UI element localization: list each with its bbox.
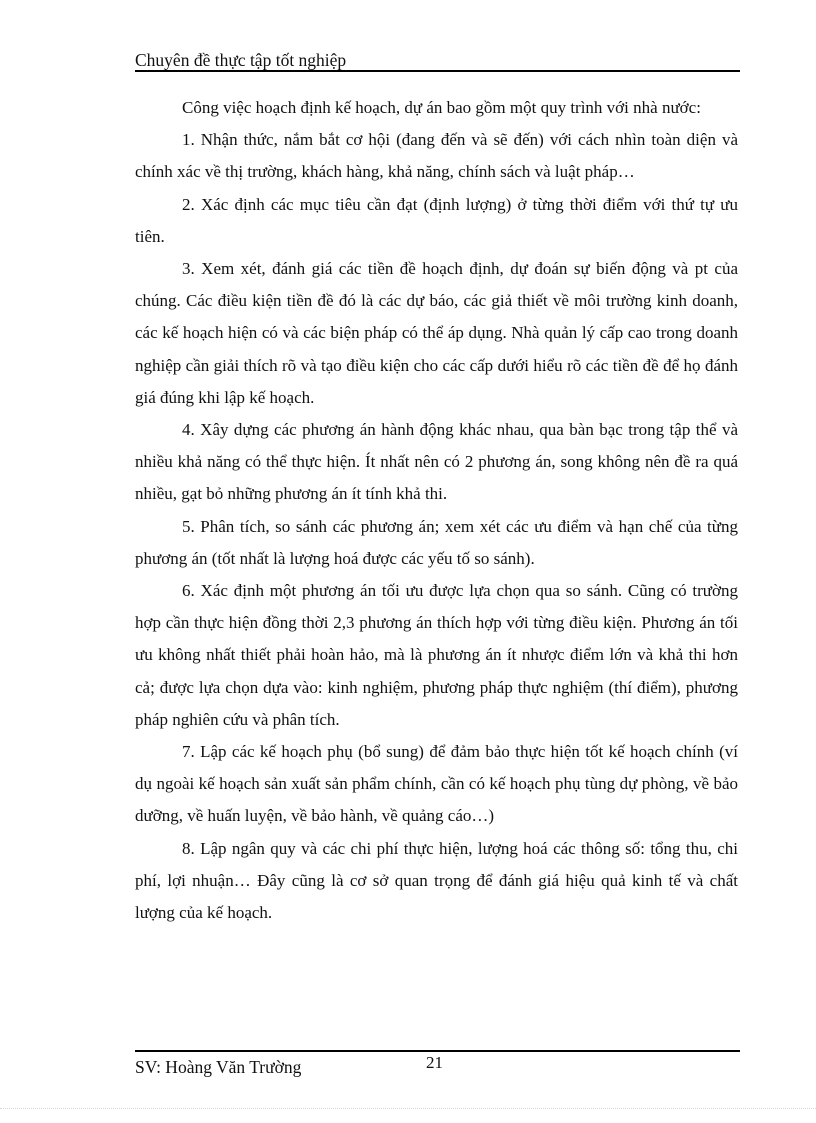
paragraph-step-7: 7. Lập các kế hoạch phụ (bổ sung) để đảm bảo thực hiện tốt kế hoạch chính (ví dụ ngoài kế hoạch sản xuất sản phẩm chính, cần có kế hoạch phụ tùng dự phòng, về bảo dưỡng, về huấn luyện, về bảo hành, về quảng cáo…) [135, 742, 738, 826]
footer-author: SV: Hoàng Văn Trường [135, 1057, 302, 1077]
page-header [135, 49, 740, 71]
body-text [135, 92, 738, 929]
header-title: Chuyên đề thực tập tốt nghiệp [135, 50, 347, 70]
paragraph-step-3: 3. Xem xét, đánh giá các tiền đề hoạch định, dự đoán sự biến động và pt của chúng. Các điều kiện tiền đề đó là các dự báo, các giả thiết về môi trường kinh doanh, các kế hoạch hiện có và các biện pháp có thể áp dụng. Nhà quản lý cấp cao trong doanh nghiệp cần giải thích rõ và tạo điều kiện cho các cấp dưới hiểu rõ các tiền đề để họ đánh giá đúng khi lập kế hoạch. [135, 259, 738, 407]
page-number: 21 [426, 1053, 443, 1072]
header-rule [135, 70, 740, 72]
paragraph-step-4: 4. Xây dựng các phương án hành động khác nhau, qua bàn bạc trong tập thể và nhiều khả năng có thể thực hiện. Ít nhất nên có 2 phương án, song không nên đề ra quá nhiều, gạt bỏ những phương án ít tính khả thi. [135, 420, 738, 504]
paragraph-step-5: 5. Phân tích, so sánh các phương án; xem xét các ưu điểm và hạn chế của từng phương án (tốt nhất là lượng hoá được các yếu tố so sánh). [135, 516, 738, 568]
paragraph-step-1: 1. Nhận thức, nắm bắt cơ hội (đang đến và sẽ đến) với cách nhìn toàn diện và chính xác về thị trường, khách hàng, khả năng, chính sách và luật pháp… [135, 130, 738, 182]
paragraph-intro: Công việc hoạch định kế hoạch, dự án bao gồm một quy trình với nhà nước: [182, 98, 701, 117]
paragraph-step-8: 8. Lập ngân quy và các chi phí thực hiện, lượng hoá các thông số: tổng thu, chi phí, lợi nhuận… Đây cũng là cơ sở quan trọng để đánh giá hiệu quả kinh tế và chất lượng của kế hoạch. [135, 838, 738, 923]
page-bottom-border [0, 1108, 816, 1109]
paragraph-step-2: 2. Xác định các mục tiêu cần đạt (định lượng) ở từng thời điểm với thứ tự ưu tiên. [135, 194, 738, 246]
paragraph-step-6: 6. Xác định một phương án tối ưu được lựa chọn qua so sánh. Cũng có trường hợp cần thực hiện đồng thời 2,3 phương án thích hợp với từng điều kiện. Phương án tối ưu không nhất thiết phải hoàn hảo, mà là phương án ít nhược điểm lớn và khả thi hơn cả; được lựa chọn dựa vào: kinh nghiệm, phương pháp thực nghiệm (thí điểm), phương pháp nghiên cứu và phân tích. [135, 581, 738, 729]
